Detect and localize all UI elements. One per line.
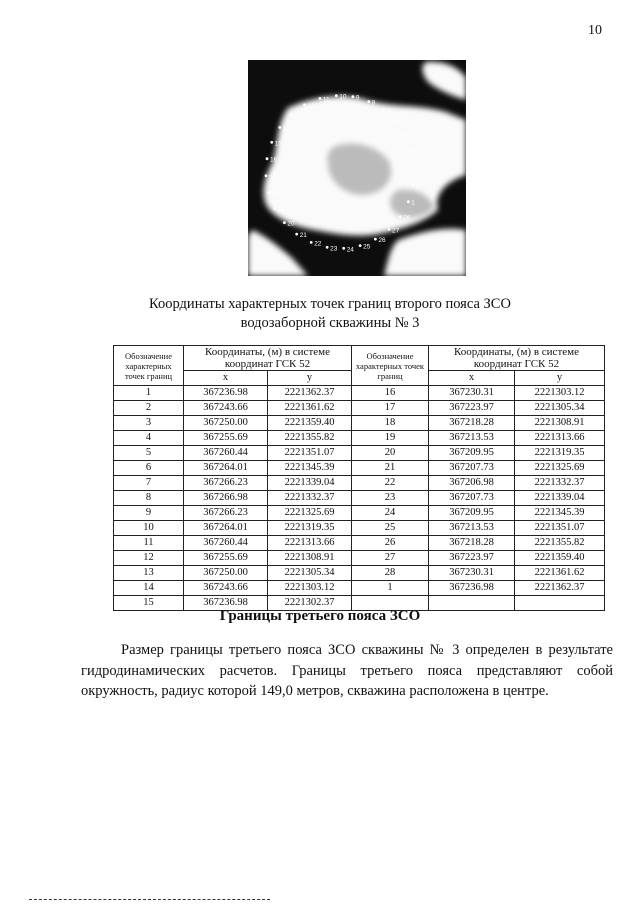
- table-row: [114, 536, 605, 551]
- table-cell: 2221313.66: [515, 431, 605, 446]
- table-cell: 367266.98: [184, 491, 268, 506]
- header-point-left: Обозначение характерных точек границ: [114, 346, 184, 386]
- table-cell: 367266.23: [184, 476, 268, 491]
- table-cell: 367209.95: [429, 446, 515, 461]
- table-cell: 2221308.91: [515, 416, 605, 431]
- boundary-point-label: 19: [277, 206, 286, 214]
- footer-rule: [29, 899, 270, 900]
- boundary-point-label: 3: [417, 166, 421, 174]
- table-cell: 367260.44: [184, 536, 268, 551]
- boundary-point-label: 17: [269, 173, 277, 181]
- table-cell: 367207.73: [429, 491, 515, 506]
- boundary-point-label: 6: [398, 119, 403, 127]
- boundary-point-marker: [335, 94, 338, 97]
- table-cell: 2221305.34: [515, 401, 605, 416]
- table-cell: 23: [352, 491, 429, 506]
- table-cell: 5: [114, 446, 184, 461]
- table-cell: 11: [114, 536, 184, 551]
- boundary-point-label: 16: [270, 156, 278, 164]
- boundary-point-marker: [295, 233, 298, 236]
- table-cell: 2221351.07: [515, 521, 605, 536]
- table-cell: 26: [352, 536, 429, 551]
- table-cell: 7: [114, 476, 184, 491]
- table-cell: 2221361.62: [515, 566, 605, 581]
- boundary-point-marker: [382, 109, 385, 112]
- table-cell: 367264.01: [184, 521, 268, 536]
- boundary-point-label: 12: [307, 102, 315, 110]
- table-cell: 367218.28: [429, 536, 515, 551]
- table-cell: 28: [352, 566, 429, 581]
- table-cell: 367236.98: [184, 386, 268, 401]
- table-cell: 2221345.39: [515, 506, 605, 521]
- table-cell: 2221319.35: [268, 521, 352, 536]
- boundary-point-label: 5: [408, 133, 412, 141]
- table-cell: 367264.01: [184, 461, 268, 476]
- table-cell: 2221359.40: [515, 551, 605, 566]
- boundary-point-marker: [342, 247, 345, 250]
- boundary-point-label: 11: [322, 96, 330, 104]
- boundary-point-marker: [359, 244, 362, 247]
- boundary-point-label: 15: [274, 140, 282, 148]
- table-row: [114, 551, 605, 566]
- table-cell: 2221305.34: [268, 566, 352, 581]
- boundary-point-marker: [310, 241, 313, 244]
- boundary-point-marker: [410, 150, 413, 153]
- table-cell: 2: [114, 401, 184, 416]
- caption-line-1: Координаты характерных точек границ второго пояса ЗСО: [149, 296, 511, 312]
- table-cell: 1: [114, 386, 184, 401]
- table-cell: 367223.97: [429, 551, 515, 566]
- boundary-point-marker: [388, 228, 391, 231]
- boundary-point-marker: [319, 97, 322, 100]
- table-cell: 24: [352, 506, 429, 521]
- table-cell: 18: [352, 416, 429, 431]
- table-cell: 2221345.39: [268, 461, 352, 476]
- header-point-right: Обозначение характерных точек границ: [352, 346, 429, 386]
- boundary-point-label: 23: [330, 245, 338, 253]
- table-caption: [100, 295, 560, 333]
- table-cell: 20: [352, 446, 429, 461]
- header-y-right: y: [515, 371, 605, 386]
- table-row: [114, 431, 605, 446]
- map-graphic: [248, 60, 466, 276]
- boundary-point-label: 18: [271, 190, 279, 198]
- table-cell: 27: [352, 551, 429, 566]
- table-cell: 367230.31: [429, 566, 515, 581]
- table-row: [114, 416, 605, 431]
- boundary-point-marker: [404, 134, 407, 137]
- header-coords-right: Координаты, (м) в системе координат ГСК 52: [429, 346, 605, 371]
- boundary-point-marker: [407, 200, 410, 203]
- table-cell: 367230.31: [429, 386, 515, 401]
- boundary-point-marker: [413, 167, 416, 170]
- table-cell: 15: [114, 596, 184, 611]
- boundary-point-marker: [266, 157, 269, 160]
- table-cell: 2221362.37: [268, 386, 352, 401]
- table-cell: 367255.69: [184, 551, 268, 566]
- table-cell: 12: [114, 551, 184, 566]
- satellite-map-image: [248, 60, 466, 276]
- table-row: [114, 461, 605, 476]
- table-cell: 2221313.66: [268, 536, 352, 551]
- table-row: [114, 446, 605, 461]
- table-cell: 2221339.04: [268, 476, 352, 491]
- boundary-point-label: 4: [414, 149, 418, 157]
- boundary-point-marker: [367, 100, 370, 103]
- table-row: [114, 491, 605, 506]
- table-cell: 2221325.69: [268, 506, 352, 521]
- table-cell: 16: [352, 386, 429, 401]
- table-cell: 2221332.37: [268, 491, 352, 506]
- table-row: [114, 386, 605, 401]
- table-cell: 367243.66: [184, 401, 268, 416]
- table-cell: 367266.23: [184, 506, 268, 521]
- boundary-point-label: 2: [416, 183, 420, 191]
- caption-line-2: водозаборной скважины № 3: [240, 315, 420, 331]
- table-cell: 367243.66: [184, 581, 268, 596]
- table-cell: 367255.69: [184, 431, 268, 446]
- boundary-point-marker: [290, 113, 293, 116]
- table-row: [114, 566, 605, 581]
- table-cell: 21: [352, 461, 429, 476]
- table-cell: 14: [114, 581, 184, 596]
- table-header-row: [114, 346, 605, 371]
- table-cell: 2221339.04: [515, 491, 605, 506]
- boundary-point-marker: [278, 126, 281, 129]
- table-cell: 2221361.62: [268, 401, 352, 416]
- boundary-point-label: 9: [355, 94, 360, 102]
- boundary-point-label: 28: [403, 214, 411, 222]
- table-row: [114, 476, 605, 491]
- boundary-point-label: 26: [378, 237, 386, 245]
- header-y-left: y: [268, 371, 352, 386]
- table-cell: 2221332.37: [515, 476, 605, 491]
- table-cell: 2221359.40: [268, 416, 352, 431]
- table-cell: 2221351.07: [268, 446, 352, 461]
- table-cell: 2221308.91: [268, 551, 352, 566]
- table-cell: 367260.44: [184, 446, 268, 461]
- table-row: [114, 581, 605, 596]
- header-x-left: x: [184, 371, 268, 386]
- boundary-point-label: 21: [299, 232, 307, 240]
- boundary-point-marker: [352, 95, 355, 98]
- table-body: [114, 386, 605, 611]
- table-cell: 19: [352, 431, 429, 446]
- header-x-right: x: [429, 371, 515, 386]
- table-cell: 367213.53: [429, 431, 515, 446]
- boundary-point-marker: [412, 184, 415, 187]
- boundary-point-marker: [267, 191, 270, 194]
- table-cell: 13: [114, 566, 184, 581]
- table-cell: 4: [114, 431, 184, 446]
- table-cell: 2221362.37: [515, 581, 605, 596]
- table-cell: 1: [352, 581, 429, 596]
- boundary-point-marker: [283, 221, 286, 224]
- table-cell: 8: [114, 491, 184, 506]
- boundary-point-label: 25: [363, 243, 371, 251]
- table-row: [114, 521, 605, 536]
- page-number: 10: [588, 23, 602, 38]
- table-cell: 10: [114, 521, 184, 536]
- boundary-point-label: 1: [411, 199, 415, 207]
- table-cell: 2221302.37: [268, 596, 352, 611]
- boundary-point-label: 24: [346, 246, 354, 254]
- table-cell: 2221303.12: [515, 386, 605, 401]
- boundary-point-label: 8: [371, 99, 376, 107]
- table-cell: 367236.98: [429, 581, 515, 596]
- table-cell: 9: [114, 506, 184, 521]
- coordinates-table: [113, 345, 605, 611]
- boundary-point-label: 20: [287, 220, 295, 228]
- boundary-point-marker: [394, 120, 397, 123]
- section-paragraph: Размер границы третьего пояса ЗСО скважины № 3 определен в результате гидродинамических расчетов. Границы третьего пояса представляют собой окружность, радиус которой 149,0 метров, скважина расположена в центре.: [81, 642, 613, 699]
- table-row: [114, 401, 605, 416]
- table-cell: 6: [114, 461, 184, 476]
- table-cell: 367218.28: [429, 416, 515, 431]
- table-cell: 2221325.69: [515, 461, 605, 476]
- table-row: [114, 506, 605, 521]
- table-cell: 367206.98: [429, 476, 515, 491]
- boundary-point-marker: [274, 207, 277, 210]
- boundary-point-label: 14: [282, 125, 291, 133]
- table-cell: 367250.00: [184, 566, 268, 581]
- table-cell: 367209.95: [429, 506, 515, 521]
- boundary-point-marker: [374, 238, 377, 241]
- table-cell: 367213.53: [429, 521, 515, 536]
- header-coords-left: Координаты, (м) в системе координат ГСК 52: [184, 346, 352, 371]
- table-cell: 2221355.82: [268, 431, 352, 446]
- boundary-point-marker: [326, 246, 329, 249]
- boundary-point-label: 22: [314, 240, 322, 248]
- boundary-point-marker: [303, 104, 306, 107]
- boundary-point-label: 13: [294, 112, 302, 120]
- boundary-point-label: 10: [339, 93, 347, 101]
- boundary-point-marker: [270, 141, 273, 144]
- table-cell: 2221319.35: [515, 446, 605, 461]
- table-cell: 2221303.12: [268, 581, 352, 596]
- table-cell: 367250.00: [184, 416, 268, 431]
- section-heading: Границы третьего пояса ЗСО: [219, 608, 421, 624]
- table-cell: 2221355.82: [515, 536, 605, 551]
- boundary-point-label: 7: [386, 107, 390, 115]
- table-cell: 367223.97: [429, 401, 515, 416]
- table-cell: 3: [114, 416, 184, 431]
- boundary-point-marker: [265, 174, 268, 177]
- table-cell: 25: [352, 521, 429, 536]
- table-cell: 367207.73: [429, 461, 515, 476]
- boundary-point-marker: [399, 215, 402, 218]
- boundary-point-label: 27: [392, 227, 400, 235]
- table-cell: 367236.98: [184, 596, 268, 611]
- table-cell: 17: [352, 401, 429, 416]
- table-cell: 22: [352, 476, 429, 491]
